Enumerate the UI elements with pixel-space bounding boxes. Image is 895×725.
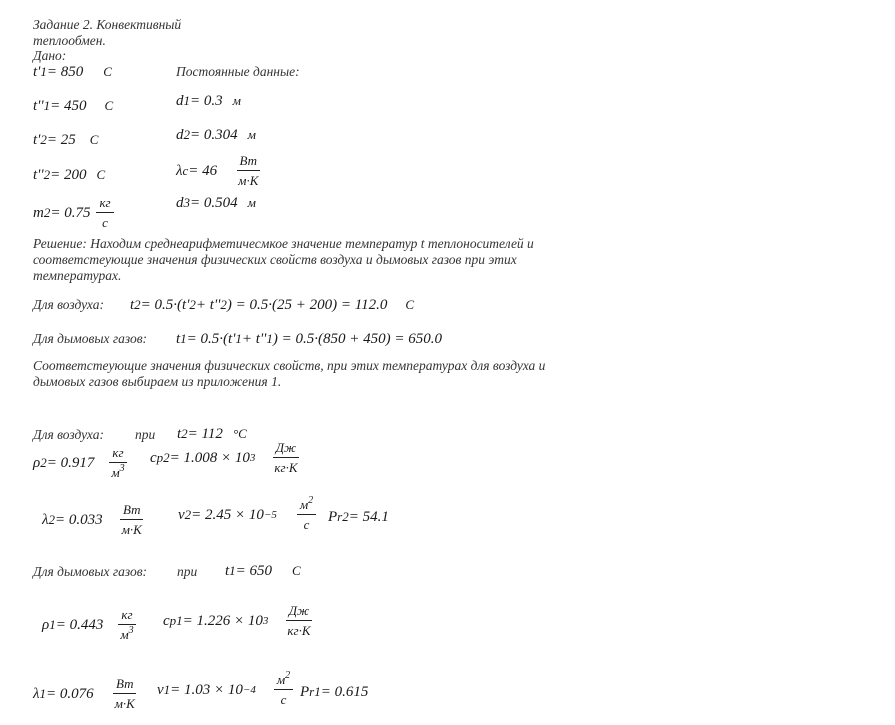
- math-part: d: [176, 93, 184, 109]
- math-part: Вт: [237, 153, 261, 171]
- math-part: = 650: [235, 563, 273, 579]
- math-part: = 112: [187, 426, 223, 442]
- math-part: = 0.917: [46, 454, 95, 471]
- math-part: м: [111, 465, 120, 480]
- unit-fraction: [119, 502, 145, 537]
- air-prandtl: P r2 = 54.1: [328, 509, 389, 525]
- math-part: C: [89, 132, 99, 147]
- properties-text: Соответстеующие значения физических свойств, при этих температурах для воздуха и дымовых газов выбираем из приложения 1.: [33, 358, 546, 389]
- given-t1-double-prime: t'' 1 = 450 C: [33, 98, 114, 114]
- math-part: Вт: [120, 502, 144, 520]
- solution-intro: Решение: Находим среднеарифметичесмкое значение температур t теплоносителей и соответстеующие значения физических свойств воздуха и дымовых газов при этих температурах.: [33, 236, 534, 283]
- constants-label: Постоянные данные:: [176, 64, 300, 79]
- superscript: 3: [119, 463, 125, 474]
- unit-fraction: [235, 153, 261, 188]
- math-part: [117, 625, 136, 642]
- math-part: = 200: [50, 167, 87, 183]
- math-part: с: [280, 692, 287, 707]
- superscript: 2: [308, 495, 314, 506]
- math-part: м·К: [121, 522, 142, 537]
- math-part: = 0.5·(t': [186, 331, 236, 347]
- given-t2-prime: t' 2 = 25 C: [33, 132, 99, 148]
- math-part: C: [103, 64, 112, 79]
- math-part: м: [247, 195, 256, 210]
- gas-prandtl: P r1 = 0.615: [300, 684, 369, 700]
- air-props-label: Для воздуха:: [33, 427, 104, 442]
- math-part: = 0.5·(t': [140, 297, 190, 313]
- math-part: C: [96, 167, 106, 182]
- math-part: кг·К: [274, 460, 298, 475]
- math-part: c: [163, 612, 170, 629]
- air-kinematic-viscosity: ν 2 = 2.45 × 10 −5 $\frac{м^2}{с}$: [178, 497, 322, 532]
- math-part: C: [405, 297, 415, 312]
- given-t1-prime: t' 1 = 850 C: [33, 64, 112, 80]
- gas-density: ρ 1 = 0.443 $\frac{кг}{м^3}$: [42, 607, 143, 642]
- math-part: = 1.226 × 10: [182, 612, 263, 629]
- air-density: ρ 2 = 0.917 $\frac{кг}{м^3}$: [33, 445, 134, 480]
- math-part: ν: [157, 681, 164, 698]
- task-title-line2: теплообмен.: [33, 33, 106, 48]
- constant-lambda-c: λ c = 46 $\frac{Вт}{м\cdot К}$: [176, 153, 267, 188]
- math-part: ) = 0.5·(850 + 450) = 650.0: [272, 331, 442, 347]
- math-part: = 0.304: [190, 127, 238, 143]
- math-part: м: [120, 627, 129, 642]
- math-part: кг·К: [287, 623, 311, 638]
- constant-d2: d 2 = 0.304 м: [176, 127, 256, 143]
- math-part: t': [33, 132, 41, 148]
- math-part: t': [33, 64, 41, 80]
- math-part: λ: [33, 685, 40, 702]
- gas-mean-temperature-formula: t 1 = 0.5·(t' 1 + t'' 1 ) = 0.5·(850 + 450) = 650.0: [176, 331, 442, 347]
- math-part: C: [292, 563, 301, 578]
- math-part: = 2.45 × 10: [191, 506, 264, 523]
- math-part: ) = 0.5·(25 + 200) = 112.0: [226, 297, 388, 313]
- math-part: = 0.615: [320, 684, 369, 700]
- given-mass-flow: m 2 = 0.75 $\frac{кг}{с}$: [33, 195, 120, 230]
- math-part: с: [303, 517, 310, 532]
- math-part: + t'': [241, 331, 267, 347]
- math-part: м: [276, 672, 286, 687]
- math-part: t'': [33, 98, 44, 114]
- math-part: Вт: [113, 676, 137, 694]
- math-part: P: [328, 509, 338, 525]
- math-part: м: [247, 127, 256, 142]
- unit-fraction: [274, 672, 293, 707]
- gas-at-label: при: [177, 564, 198, 579]
- air-label: Для воздуха:: [33, 297, 104, 312]
- math-part: P: [300, 684, 310, 700]
- math-part: кг: [109, 445, 126, 463]
- math-part: Дж: [286, 603, 312, 621]
- math-part: с: [102, 215, 108, 230]
- math-part: = 0.75: [50, 204, 91, 221]
- unit-fraction: [96, 195, 113, 230]
- gas-temperature: t 1 = 650 C: [225, 563, 301, 579]
- superscript: 2: [285, 670, 291, 681]
- math-part: = 25: [46, 132, 76, 148]
- math-part: = 1.03 × 10: [170, 681, 243, 698]
- air-mean-temperature-formula: t 2 = 0.5·(t' 2 + t'' 2 ) = 0.5·(25 + 200) = 112.0 C: [130, 297, 415, 313]
- given-t2-double-prime: t'' 2 = 200 C: [33, 167, 106, 183]
- unit-fraction: [108, 445, 127, 480]
- air-thermal-conductivity: λ 2 = 0.033 $\frac{Вт}{м\cdot К}$: [42, 502, 151, 537]
- unit-fraction: [112, 676, 138, 711]
- math-part: м: [232, 93, 241, 108]
- math-part: °C: [232, 426, 247, 441]
- math-part: = 54.1: [348, 509, 389, 525]
- math-part: = 0.076: [46, 685, 94, 702]
- math-part: + t'': [195, 297, 221, 313]
- math-part: t: [225, 563, 230, 579]
- math-part: = 450: [50, 98, 87, 114]
- task-title-line1: Задание 2. Конвективный: [33, 17, 182, 32]
- math-part: t: [176, 331, 181, 347]
- math-part: = 0.443: [55, 616, 104, 633]
- unit-fraction: [297, 497, 316, 532]
- math-part: = 0.033: [55, 511, 103, 528]
- math-part: ρ: [33, 454, 41, 471]
- unit-fraction: [271, 440, 300, 475]
- math-part: m: [33, 204, 44, 221]
- math-part: м·К: [114, 696, 135, 711]
- math-part: [297, 497, 316, 515]
- math-part: м: [299, 497, 309, 512]
- math-part: кг: [96, 195, 113, 213]
- math-part: t: [130, 297, 135, 313]
- math-part: c: [150, 449, 157, 466]
- gas-heat-capacity: c p1 = 1.226 × 10 3 $\frac{Дж}{кг\cdot К}$: [163, 603, 319, 638]
- gas-label: Для дымовых газов:: [33, 331, 148, 346]
- air-heat-capacity: c p2 = 1.008 × 10 3 $\frac{Дж}{кг\cdot К}$: [150, 440, 306, 475]
- math-part: м·К: [238, 173, 259, 188]
- math-part: [274, 672, 293, 690]
- superscript: 3: [128, 625, 134, 636]
- math-part: = 850: [46, 64, 84, 80]
- unit-fraction: [284, 603, 313, 638]
- math-part: d: [176, 195, 184, 211]
- constant-d1: d 1 = 0.3 м: [176, 93, 241, 109]
- math-part: = 1.008 × 10: [169, 449, 250, 466]
- math-part: = 0.3: [190, 93, 223, 109]
- math-part: d: [176, 127, 184, 143]
- air-at-label: при: [135, 427, 156, 442]
- gas-kinematic-viscosity: ν 1 = 1.03 × 10 −4 $\frac{м^2}{с}$: [157, 672, 299, 707]
- math-part: λ: [176, 162, 183, 179]
- constant-d3: d 3 = 0.504 м: [176, 195, 256, 211]
- math-part: ν: [178, 506, 185, 523]
- gas-props-label: Для дымовых газов:: [33, 564, 148, 579]
- math-part: ρ: [42, 616, 50, 633]
- math-part: кг: [118, 607, 135, 625]
- unit-fraction: [117, 607, 136, 642]
- math-part: t'': [33, 167, 44, 183]
- given-label: Дано:: [33, 48, 67, 63]
- math-part: C: [104, 98, 114, 113]
- math-part: = 0.504: [190, 195, 238, 211]
- air-temperature: t 2 = 112 °C: [177, 426, 247, 442]
- math-part: t: [177, 426, 182, 442]
- gas-thermal-conductivity: λ 1 = 0.076 $\frac{Вт}{м\cdot К}$: [33, 676, 144, 711]
- math-part: = 46: [188, 162, 218, 179]
- math-part: [108, 463, 127, 480]
- math-part: Дж: [273, 440, 299, 458]
- math-part: λ: [42, 511, 49, 528]
